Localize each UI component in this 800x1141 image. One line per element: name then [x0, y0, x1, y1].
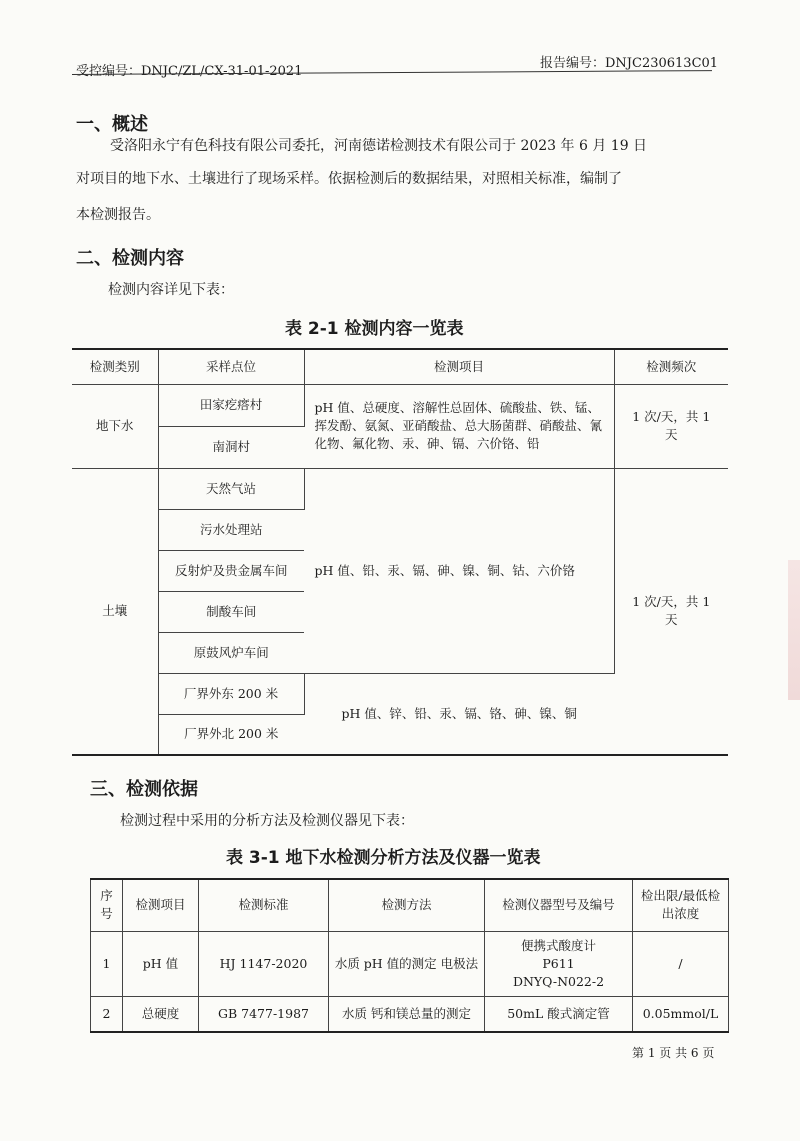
section-2-intro: 检测内容详见下表： [108, 282, 234, 298]
section-3-intro: 检测过程中采用的分析方法及检测仪器见下表： [120, 813, 414, 829]
frequency-cell: 1 次/天，共 1 天 [614, 384, 728, 468]
method-cell: 水质 pH 值的测定 电极法 [329, 931, 485, 996]
table-header: 检测标准 [199, 879, 329, 931]
stamp-edge [788, 560, 800, 700]
instrument-cell: 50mL 酸式滴定管 [485, 996, 633, 1032]
instrument-line: 便携式酸度计 [520, 937, 596, 953]
sampling-point-cell: 厂界外北 200 米 [158, 714, 304, 755]
limit-cell: / [633, 931, 729, 996]
control-number: 受控编号：DNJC/ZL/CX-31-01-2021 [76, 64, 303, 79]
frequency-cell: 1 次/天，共 1 天 [614, 468, 728, 755]
sampling-point-cell: 田家疙瘩村 [158, 384, 304, 426]
instrument-line: DNYQ-N022-2 [512, 973, 605, 989]
sampling-point-cell: 厂界外东 200 米 [158, 673, 304, 714]
table-header: 检测频次 [614, 349, 728, 384]
limit-cell: 0.05mmol/L [633, 996, 729, 1032]
section-3-title: 三、检测依据 [90, 779, 198, 800]
sampling-point-cell: 制酸车间 [158, 591, 304, 632]
item-cell: 总硬度 [123, 996, 199, 1032]
instrument-line: P611 [542, 955, 575, 971]
sampling-point-cell: 天然气站 [158, 468, 304, 509]
row-number: 2 [91, 996, 123, 1032]
section-1-line-1: 受洛阳永宁有色科技有限公司委托，河南德诺检测技术有限公司于 2023 年 6 月 19 日 [110, 138, 648, 154]
table-header: 采样点位 [158, 349, 304, 384]
detection-items-cell: pH 值、铅、汞、镉、砷、镍、铜、钴、六价铬 [304, 468, 614, 673]
sampling-point-cell: 南洞村 [158, 426, 304, 468]
table-3-1-caption: 表 3-1 地下水检测分析方法及仪器一览表 [226, 848, 541, 868]
standard-cell: HJ 1147-2020 [199, 931, 329, 996]
method-cell: 水质 钙和镁总量的测定 [329, 996, 485, 1032]
section-1-line-3: 本检测报告。 [76, 207, 160, 223]
category-cell: 地下水 [72, 384, 158, 468]
sampling-point-cell: 污水处理站 [158, 509, 304, 550]
category-cell: 土壤 [72, 468, 158, 755]
table-header: 检测项目 [123, 879, 199, 931]
row-number: 1 [91, 931, 123, 996]
instrument-cell [485, 931, 633, 996]
table-header: 检测仪器型号及编号 [485, 879, 633, 931]
table-header: 检出限/最低检出浓度 [633, 879, 729, 931]
table-header: 检测方法 [329, 879, 485, 931]
table-header: 检测项目 [304, 349, 614, 384]
report-number: 报告编号：DNJC230613C01 [540, 56, 719, 71]
analysis-method-table [90, 878, 729, 1033]
page-number: 第 1 页 共 6 页 [632, 1046, 715, 1060]
detection-content-table [72, 348, 728, 756]
table-row [91, 931, 729, 996]
table-row [91, 996, 729, 1032]
detection-items-cell: pH 值、总硬度、溶解性总固体、硫酸盐、铁、锰、挥发酚、氨氮、亚硝酸盐、总大肠菌群、硝酸盐、氰化物、氟化物、汞、砷、镉、六价铬、铅 [304, 384, 614, 468]
table-header: 检测类别 [72, 349, 158, 384]
table-2-1-caption: 表 2-1 检测内容一览表 [285, 319, 464, 339]
sampling-point-cell: 原鼓风炉车间 [158, 632, 304, 673]
section-1-title: 一、概述 [76, 114, 148, 135]
item-cell: pH 值 [123, 931, 199, 996]
table-header: 序号 [91, 879, 123, 931]
section-2-title: 二、检测内容 [76, 248, 184, 269]
standard-cell: GB 7477-1987 [199, 996, 329, 1032]
section-1-line-2: 对项目的地下水、土壤进行了现场采样。依据检测后的数据结果，对照相关标准，编制了 [76, 171, 622, 187]
sampling-point-cell: 反射炉及贵金属车间 [158, 550, 304, 591]
detection-items-cell: pH 值、锌、铅、汞、镉、铬、砷、镍、铜 [304, 673, 614, 755]
